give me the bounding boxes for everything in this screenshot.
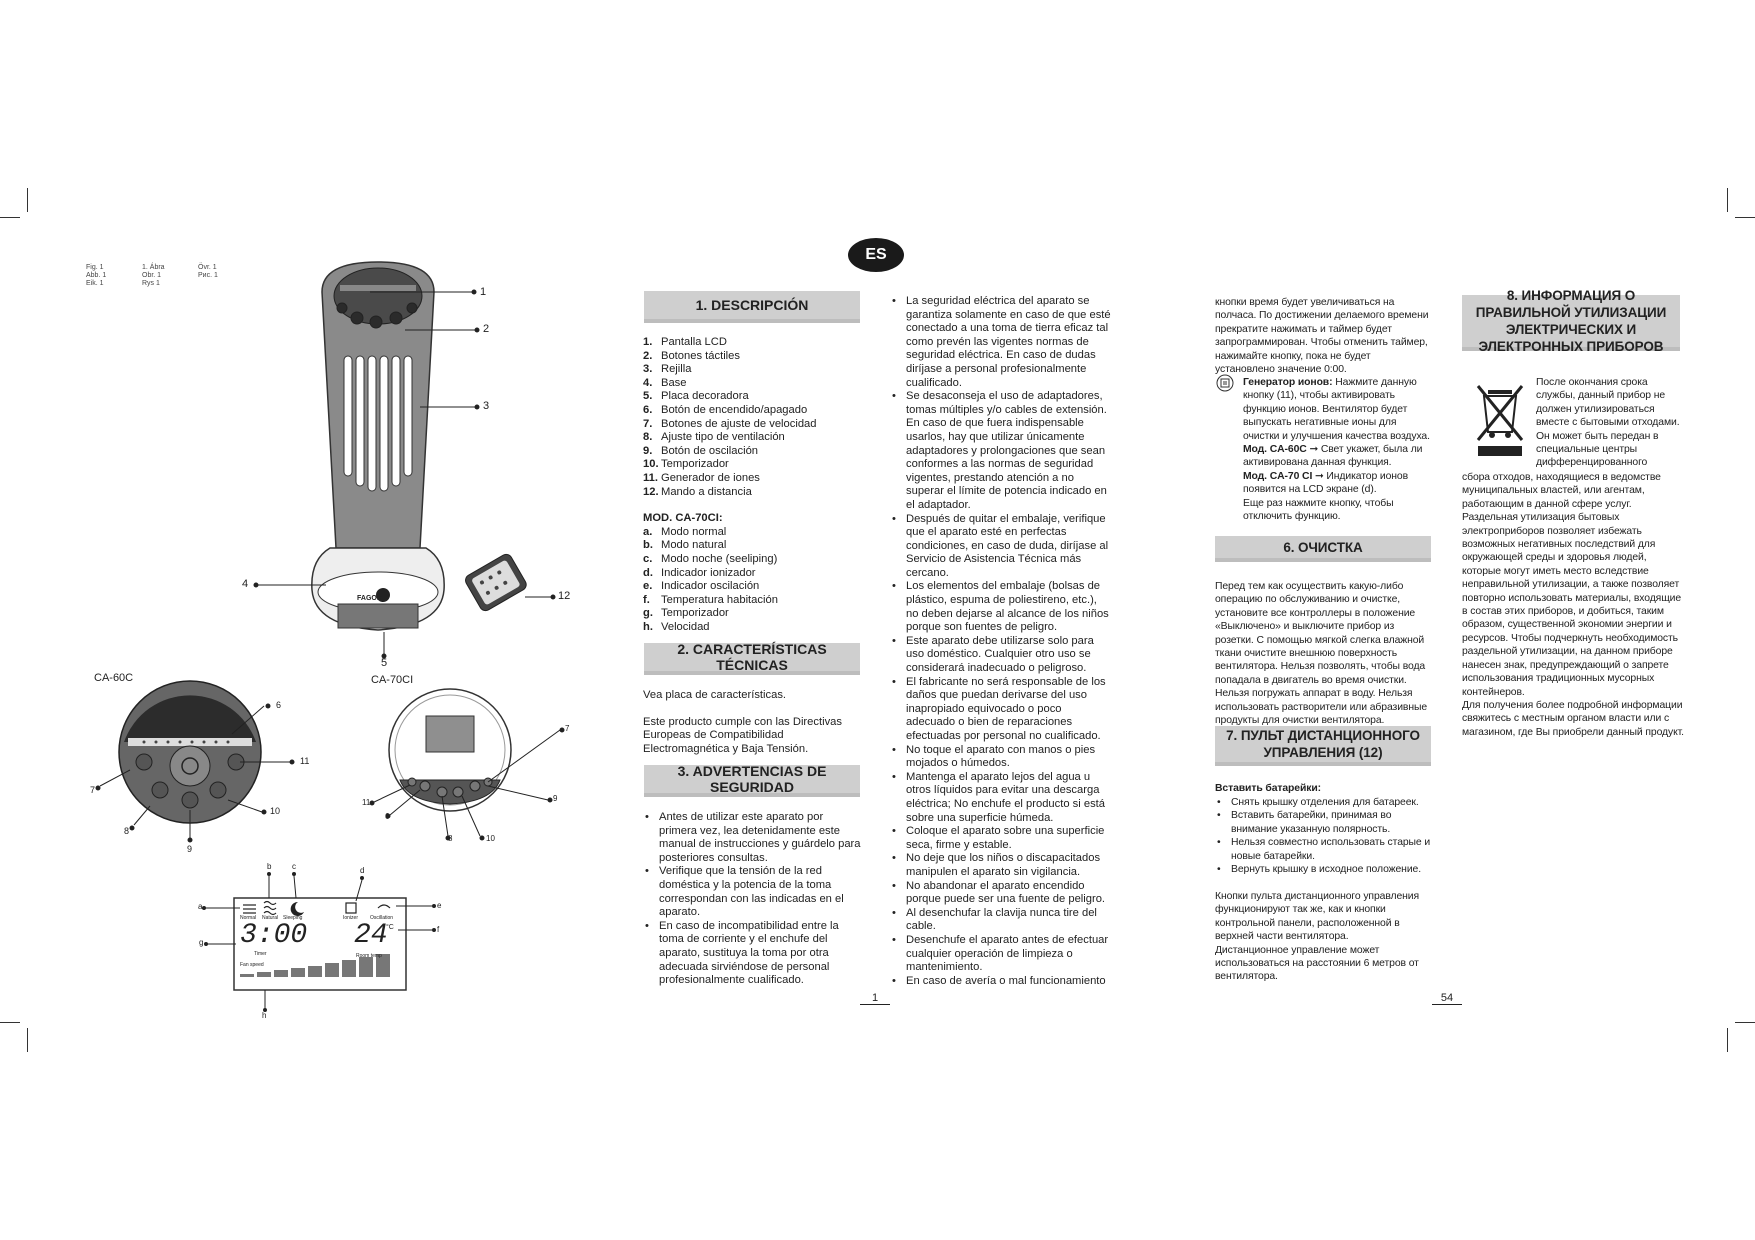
ca60c-callout-11: 11 (300, 756, 310, 766)
callout-1: 1 (480, 286, 487, 298)
section-header-disposal: 8. ИНФОРМАЦИЯ О ПРАВИЛЬНОЙ УТИЛИЗАЦИИ ЭЛЕКТРИЧЕСКИХ И ЭЛЕКТРОННЫХ ПРИБОРОВ (1462, 295, 1680, 351)
paragraph: Для получения более подробной информации свяжитесь с местным органом власти или с магазином, где Вы приобрели данный продукт. (1462, 699, 1684, 738)
ca70ci-callout-7: 7 (565, 724, 570, 733)
model-label-ca70ci: CA-70CI (371, 674, 414, 686)
callout-3: 3 (483, 400, 490, 412)
lcd-callout-a: a (198, 902, 203, 911)
list-item: • Desenchufe el aparato antes de efectuar cualquier operación de limpieza o mantenimiento. (890, 934, 1112, 975)
ru-cleaning-text: Перед тем как осуществить какую-либо операцию по обслуживанию и очистке, установите все контроллеры в положение «Выключено» и выключите прибор из розетки. С помощью мягкой слегка влажной ткани очистите внешнюю поверхность вентилятора. Нельзя позволять, чтобы вода попадала в двигатель во время очистки. Нельзя погружать аппарат в воду. Нельзя использовать растворители или абразивные продукты для очистки вентилятора. (1215, 581, 1428, 727)
ru-battery-title: Вставить батарейки: (1215, 783, 1322, 794)
safety-list-2 (890, 295, 1112, 988)
list-item: 11. Generador de iones (643, 471, 760, 484)
crop-mark (1727, 1028, 1728, 1052)
list-item: • Al desenchufar la clavija nunca tire del cable. (890, 907, 1112, 934)
ca60c-callout-10: 10 (270, 806, 281, 816)
ru-ionizer-text (1243, 376, 1433, 523)
list-item: • La seguridad eléctrica del aparato se garantiza solamente en caso de que esté conectado a una toma de tierra eficaz tal como prevén las vigentes normas de seguridad eléctrica. En caso de dudas diríjase a personal profesionalmente cualificado. (890, 295, 1112, 390)
figure-label: Eik. 1 (86, 280, 104, 287)
list-item: 12. Mando a distancia (643, 485, 752, 498)
lcd-mode-sleeping: Sleeping (283, 915, 303, 921)
list-item: f. Temperatura habitación (643, 593, 778, 606)
lcd-temp-unit: °C (386, 924, 394, 931)
lcd-room-temp-label: Room temp (356, 953, 382, 959)
ca60c-callout-8: 8 (124, 826, 130, 836)
list-item: 7. Botones de ajuste de velocidad (643, 417, 817, 430)
weee-bin-icon (1470, 380, 1530, 458)
section-header-remote: 7. ПУЛЬТ ДИСТАНЦИОННОГО УПРАВЛЕНИЯ (12) (1215, 726, 1431, 766)
callout-2: 2 (483, 323, 490, 335)
list-item: 3. Rejilla (643, 363, 692, 376)
list-item: 1. Pantalla LCD (643, 336, 727, 348)
lcd-callout-g: g (199, 938, 204, 947)
list-item: • Вставить батарейки, принимая во внимание указанную полярность. (1215, 809, 1435, 836)
product-illustration (0, 0, 640, 1030)
list-item: 10. Temporizador (643, 458, 729, 471)
list-item: • No toque el aparato con manos o pies mojados o húmedos. (890, 744, 1112, 771)
lcd-mode-natural: Natural (262, 915, 279, 921)
figure-label: Рис. 1 (198, 272, 218, 279)
language-badge: ES (848, 238, 904, 272)
ru-battery-list (1215, 796, 1435, 876)
lcd-ionizer: Ionizer (343, 915, 359, 921)
section-header-descripcion: 1. DESCRIPCIÓN (644, 291, 860, 323)
model-subtitle: MOD. CA-70CI: (643, 512, 723, 525)
list-item: 4. Base (643, 376, 687, 389)
list-item: g. Temporizador (643, 607, 729, 620)
lcd-callout-d: d (360, 866, 365, 875)
lcd-mode-normal: Normal (240, 915, 257, 921)
list-item: • Este aparato debe utilizarse solo para uso doméstico. Cualquier otro uso se considerará inadecuado o peligroso. (890, 635, 1112, 676)
list-item: a. Modo normal (643, 525, 727, 538)
crop-mark (1727, 188, 1728, 212)
crop-mark (1735, 217, 1755, 218)
paragraph: Дистанционное управление может использоваться на расстоянии 6 метров от вентилятора. (1215, 944, 1419, 983)
ru-ionizer-lead: Генератор ионов: (1243, 377, 1333, 388)
paragraph: Нажмите данную кнопку (11), чтобы активировать функцию ионов. Вентилятор будет выпускать негативные ионы для очистки и улучшения качества воздуха. (1243, 377, 1430, 442)
lcd-callout-e: e (437, 901, 442, 910)
section-header-advertencias: 3. ADVERTENCIAS DE SEGURIDAD (644, 765, 860, 797)
page-number: 54 (1432, 992, 1462, 1005)
ru-model-lead: Мод. CA-60C (1243, 444, 1307, 456)
lcd-display-drawing (203, 873, 436, 1012)
crop-mark (27, 1028, 28, 1052)
paragraph: Кнопки пульта дистанционного управления функционируют так же, как и кнопки контрольной панели, расположенной в верхней части вентилятора. (1215, 891, 1420, 943)
paragraph: Vea placa de características. (643, 689, 787, 701)
list-item: • Se desaconseja el uso de adaptadores, tomas múltiples y/o cables de extensión. En caso de que fuera indispensable usarlos, hay que utilizar únicamente adaptadores y prolongaciones que sean conformes a las normas de seguridad vigentes, prestando atención a no superar el límite de potencia indicado en el adaptador. (890, 390, 1112, 512)
list-item: • No deje que los niños o discapacitados manipulen el aparato sin vigilancia. (890, 852, 1112, 879)
list-item: • Mantenga el aparato lejos del agua u otros líquidos para evitar una descarga eléctrica; No enchufe el producto si está sobre una superficie húmeda. (890, 771, 1112, 825)
list-item: • En caso de incompatibilidad entre la toma de corriente y el enchufe del aparato, sustituya la toma por otra adecuada sirviéndose de personal profesionalmente cualificado. (643, 920, 863, 988)
list-item: d. Indicador ionizador (643, 566, 756, 579)
list-item: • El fabricante no será responsable de los daños que puedan derivarse del uso inapropiado equivocado o poco adecuado o bien de reparaciones efectuadas por personal no cualificado. (890, 676, 1112, 744)
list-item: c. Modo noche (seeliping) (643, 552, 778, 565)
lcd-fan-speed-label: Fan speed (240, 962, 264, 968)
ca70ci-callout-9: 9 (553, 794, 558, 803)
lcd-timer-label: Timer (254, 951, 267, 957)
list-item: • En caso de avería o mal funcionamiento (890, 975, 1112, 989)
list-item: • Antes de utilizar este aparato por primera vez, lea detenidamente este manual de instrucciones y guárdelo para posteriores consultas. (643, 811, 863, 865)
list-item: e. Indicador oscilación (643, 580, 760, 593)
ru-remote-text (1215, 890, 1435, 984)
list-item: • Después de quitar el embalaje, verifique que el aparato esté en perfectas condiciones, en caso de duda, diríjase al Servicio de Asistencia Técnica más cercano. (890, 513, 1112, 581)
callout-4: 4 (242, 578, 249, 590)
safety-list-1 (643, 811, 863, 988)
list-item: 2. Botones táctiles (643, 349, 740, 362)
model-label-ca60c: CA-60C (94, 672, 134, 684)
paragraph: ➞ Свет укажет, была ли активирована данная функция. (1243, 444, 1423, 469)
ca60c-panel-drawing (119, 681, 261, 823)
lcd-time: 3:00 (240, 920, 308, 951)
ca70ci-callout-10: 10 (486, 834, 495, 843)
lcd-temperature: 24 (354, 920, 388, 951)
list-item: • Снять крышку отделения для батареек. (1215, 796, 1435, 809)
list-item: 9. Botón de oscilación (643, 444, 759, 457)
ru-timer-paragraph: кнопки время будет увеличиваться на полчаса. По достижении делаемого времени прекратите нажимать и таймер будет запрограммирован. Чтобы отменить таймер, нажимайте кнопку, пока не будет установлено значение 0:00. (1215, 297, 1429, 376)
list-item: • Нельзя совместно использовать старые и новые батарейки. (1215, 836, 1435, 863)
svg-text:FAGOR: FAGOR (357, 595, 382, 602)
list-item: • Los elementos del embalaje (bolsas de plástico, espuma de poliestireno, etc.), no deben dejarse al alcance de los niños porque son fuentes de peligro. (890, 580, 1112, 634)
list-item: 8. Ajuste tipo de ventilación (643, 431, 785, 444)
figure-label: Övr. 1 (198, 264, 217, 271)
ca60c-callout-6: 6 (276, 700, 282, 710)
page-number: 1 (860, 992, 890, 1005)
paragraph: Еще раз нажмите кнопку, чтобы отключить функцию. (1243, 497, 1394, 523)
ca60c-callout-7: 7 (90, 785, 96, 795)
callout-12: 12 (558, 590, 571, 602)
figure-label: Rys 1 (142, 280, 160, 287)
paragraph: Este producto cumple con las Directivas Europeas de Compatibilidad Electromagnética y Baja Tensión. (643, 715, 842, 755)
ca70ci-callout-11: 11 (362, 798, 371, 807)
lcd-callout-f: f (437, 925, 440, 934)
lcd-callout-c: c (292, 862, 296, 871)
ru-disposal-text (1462, 471, 1684, 739)
ca70ci-callout-6: 6 (385, 812, 390, 821)
ionizer-icon (1216, 374, 1234, 392)
list-item: • Вернуть крышку в исходное положение. (1215, 863, 1435, 876)
lcd-callout-h: h (262, 1011, 267, 1020)
section-header-cleaning: 6. ОЧИСТКА (1215, 536, 1431, 562)
list-item: • Verifique que la tensión de la red doméstica y la potencia de la toma correspondan con las indicadas en el aparato. (643, 865, 863, 919)
paragraph: сбора отходов, находящиеся в ведомстве муниципальных властей, или агентам, работающим в данной сфере услуг. Раздельная утилизация бытовых электроприборов позволяет избежать возможных негативных последствий для окружающей среды и здоровья людей, которые могут иметь место вследствие неправильной утилизации, а также позволяет повторно использовать материалы, входящие в состав этих приборов, и добиться, таким образом, существенной экономии энергии и ресурсов. Чтобы подчеркнуть необходимость раздельной утилизации, на данном приборе нанесен знак, предупреждающий о запрете использования традиционных мусорных контейнеров. (1462, 472, 1682, 698)
ru-disposal-side: После окончания срока службы, данный прибор не должен утилизироваться вместе с бытовыми отходами. Он может быть передан в специальные центры дифференцированного (1536, 377, 1680, 469)
figure-label: 1. Ábra (142, 264, 165, 271)
list-item: • Coloque el aparato sobre una superficie seca, firme y estable. (890, 825, 1112, 852)
crop-mark (1735, 1022, 1755, 1023)
paragraph: ➞ Индикатор ионов появится на LCD экране (d). (1243, 470, 1409, 496)
list-item: 6. Botón de encendido/apagado (643, 403, 808, 416)
ca70ci-panel-drawing (389, 689, 511, 811)
ca70ci-callout-8: 8 (448, 834, 453, 843)
figure-label: Abb. 1 (86, 272, 107, 279)
tower-fan-drawing (312, 262, 444, 630)
parts-list (643, 336, 861, 634)
ru-model-lead: Мод. CA-70 CI (1243, 470, 1313, 482)
tech-specs-text (643, 689, 863, 756)
lcd-callout-b: b (267, 862, 272, 871)
list-item: • No abandonar el aparato encendido porque puede ser una fuente de peligro. (890, 880, 1112, 907)
list-item: 5. Placa decoradora (643, 390, 749, 403)
list-item: b. Modo natural (643, 539, 727, 552)
ca60c-callout-9: 9 (187, 844, 193, 854)
section-header-caracteristicas: 2. CARACTERÍSTICAS TÉCNICAS (644, 643, 860, 675)
list-item: h. Velocidad (643, 620, 710, 633)
callout-5: 5 (381, 657, 388, 669)
remote-control-drawing (463, 552, 528, 613)
figure-label: Obr. 1 (142, 272, 162, 279)
lcd-oscillation: Oscillation (370, 915, 394, 921)
figure-label: Fig. 1 (86, 264, 104, 271)
